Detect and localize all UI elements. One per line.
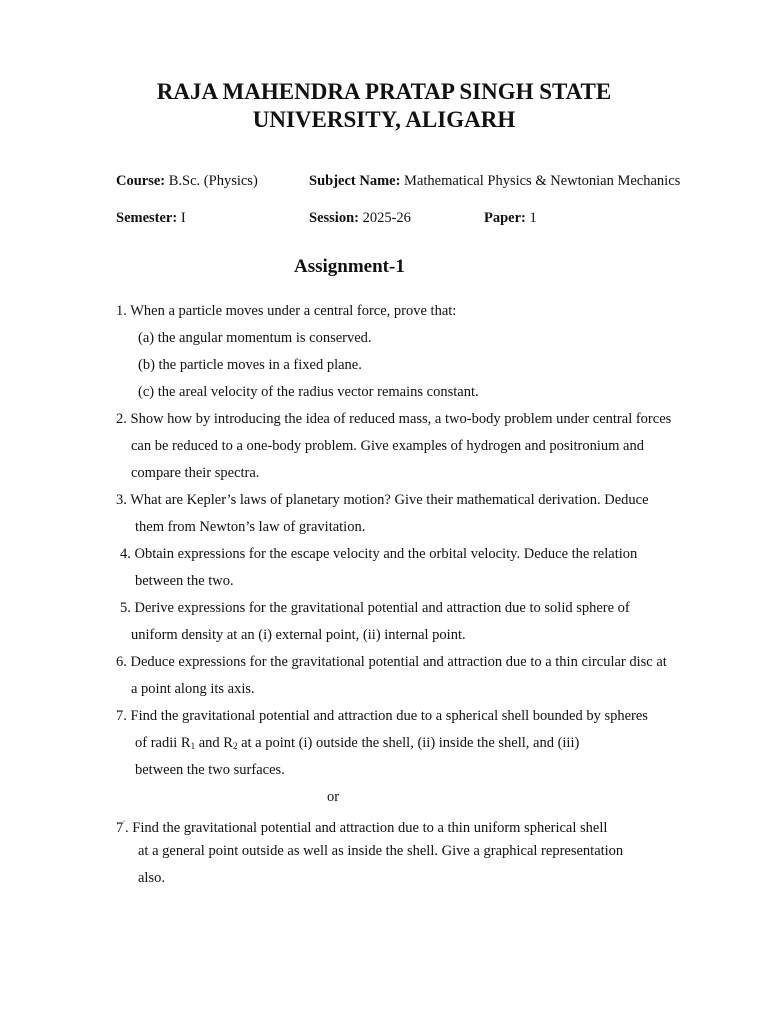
university-title-line2: UNIVERSITY, ALIGARH xyxy=(252,107,516,132)
prime-mark: ′ xyxy=(123,819,125,828)
semester-value: I xyxy=(177,210,186,226)
question-1-line: 1. When a particle moves under a central force, prove that: xyxy=(116,303,457,319)
question-7-alt-number: 7 xyxy=(116,820,124,836)
question-3-line: 3. What are Kepler’s laws of planetary motion? Give their mathematical derivation. Deduce xyxy=(116,492,649,508)
course-label: Course: xyxy=(116,173,166,189)
question-6-line: 6. Deduce expressions for the gravitational potential and attraction due to a thin circular disc at xyxy=(116,654,667,670)
subject-label: Subject Name: xyxy=(309,173,401,189)
question-2-line: compare their spectra. xyxy=(131,465,260,481)
question-6-line: a point along its axis. xyxy=(131,681,255,697)
course-field xyxy=(116,172,258,190)
question-2-line: can be reduced to a one-body problem. Give examples of hydrogen and positronium and xyxy=(131,438,644,454)
university-title xyxy=(0,78,768,134)
session-value: 2025-26 xyxy=(358,210,411,226)
course-value: B.Sc. (Physics) xyxy=(165,173,258,189)
paper-field xyxy=(484,209,537,227)
subscript-2: 2 xyxy=(232,741,238,751)
question-7-alt-line xyxy=(116,815,607,837)
question-7-line: 7. Find the gravitational potential and attraction due to a spherical shell bounded by spheres xyxy=(116,708,648,724)
session-label: Session: xyxy=(309,210,359,226)
session-field xyxy=(309,209,411,227)
question-1-part-a: (a) the angular momentum is conserved. xyxy=(138,330,372,346)
question-7-line: between the two surfaces. xyxy=(135,762,285,778)
question-7-alt-line: at a general point outside as well as inside the shell. Give a graphical representation xyxy=(138,843,624,859)
or-separator: or xyxy=(327,789,340,805)
question-3-line: them from Newton’s law of gravitation. xyxy=(135,519,366,535)
question-7-alt-line: also. xyxy=(138,870,165,886)
question-7-line xyxy=(135,734,579,755)
question-7-text: and R xyxy=(195,735,233,751)
paper-label: Paper: xyxy=(484,210,526,226)
university-title-line1: RAJA MAHENDRA PRATAP SINGH STATE xyxy=(156,79,612,104)
question-4-line: between the two. xyxy=(135,573,234,589)
semester-label: Semester: xyxy=(116,210,178,226)
subscript-1: 1 xyxy=(190,741,196,751)
question-7-alt-text: . Find the gravitational potential and attraction due to a thin uniform spherical shell xyxy=(125,820,608,836)
question-4-line: 4. Obtain expressions for the escape velocity and the orbital velocity. Deduce the relation xyxy=(120,546,638,562)
semester-field xyxy=(116,209,186,227)
subject-field xyxy=(309,172,680,190)
question-5-line: 5. Derive expressions for the gravitational potential and attraction due to solid sphere of xyxy=(120,600,630,616)
question-1-part-b: (b) the particle moves in a fixed plane. xyxy=(138,357,362,373)
question-5-line: uniform density at an (i) external point, (ii) internal point. xyxy=(131,627,466,643)
paper-value: 1 xyxy=(525,210,537,226)
question-1-part-c: (c) the areal velocity of the radius vector remains constant. xyxy=(138,384,479,400)
question-7-text: at a point (i) outside the shell, (ii) inside the shell, and (iii) xyxy=(237,735,580,751)
subject-value: Mathematical Physics & Newtonian Mechanics xyxy=(400,173,681,189)
assignment-title: Assignment-1 xyxy=(294,256,405,277)
question-7-text: of radii R xyxy=(135,735,191,751)
question-2-line: 2. Show how by introducing the idea of reduced mass, a two-body problem under central forces xyxy=(116,411,672,427)
